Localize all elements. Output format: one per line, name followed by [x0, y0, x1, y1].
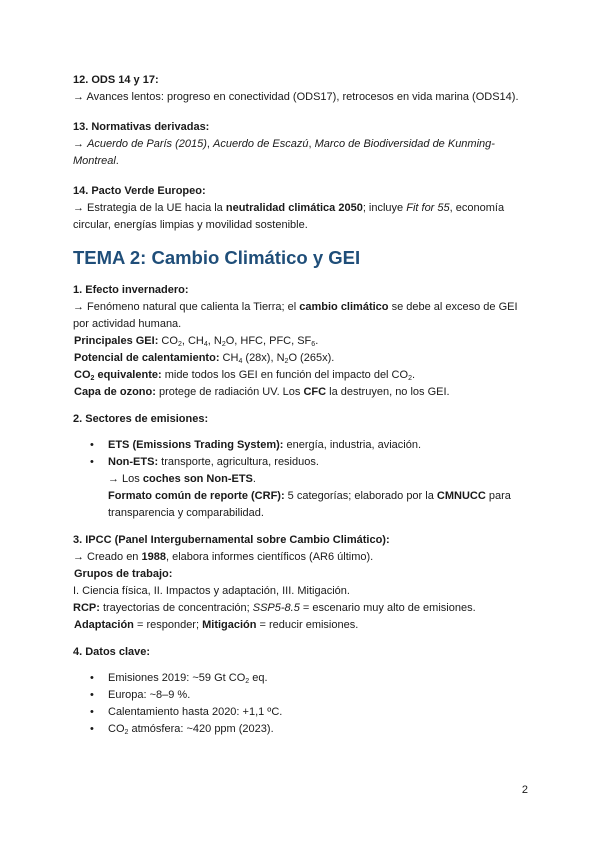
section-12-heading: 12. ODS 14 y 17:: [73, 74, 159, 86]
section-14-text: → Estrategia de la UE hacia la neutralidad climática 2050; incluye Fit for 55, economía circular, energías limpias y movilidad sostenible.: [73, 202, 505, 231]
document-page: [73, 72, 533, 738]
co2-equivalent: $CO_2$ equivalente: mide todos los GEI en función del impacto del $CO_2$.: [74, 369, 416, 382]
cars-note: → Los coches son Non-ETS.: [108, 473, 256, 485]
rcp-text: RCP: trayectorias de concentración; SSP5-8.5 = escenario muy alto de emisiones.: [73, 602, 476, 614]
topic-2-heading: 2. Sectores de emisiones:: [73, 413, 209, 425]
page-number: 2: [521, 784, 528, 796]
key-data-list: [73, 670, 533, 738]
list-item: • Emisiones 2019: ~59 Gt $CO_2$ eq.: [73, 670, 533, 687]
list-item: • Non-ETS: transporte, agricultura, residuos.: [73, 454, 533, 471]
topic-1-intro: → Fenómeno natural que calienta la Tierra; el cambio climático se debe al exceso de GEI por actividad humana.: [73, 301, 518, 330]
ipcc-intro: → Creado en 1988, elabora informes científicos (AR6 último).: [73, 551, 374, 563]
topic-1-heading: 1. Efecto invernadero:: [73, 284, 189, 296]
list-item: • Europa: ~8–9 %.: [73, 687, 533, 704]
emission-sectors-list: [73, 437, 533, 471]
section-14-heading: 14. Pacto Verde Europeo:: [73, 185, 206, 197]
section-13-text: → Acuerdo de París (2015), Acuerdo de Escazú, Marco de Biodiversidad de Kunming-Montreal.: [73, 138, 495, 167]
topic-4-heading: 4. Datos clave:: [73, 646, 151, 658]
list-item: • ETS (Emissions Trading System): energía, industria, aviación.: [73, 437, 533, 454]
ozone-layer: Capa de ozono: protege de radiación UV. Los CFC la destruyen, no los GEI.: [74, 386, 450, 398]
section-12-text: → Avances lentos: progreso en conectividad (ODS17), retrocesos en vida marina (ODS14).: [73, 91, 519, 103]
gei-list: Principales GEI: $CO_2$, $CH_4$, $N_2O$, HFC, PFC, $SF_6$.: [74, 335, 319, 348]
section-13-heading: 13. Normativas derivadas:: [73, 121, 210, 133]
working-groups-text: I. Ciencia física, II. Impactos y adaptación, III. Mitigación.: [73, 585, 350, 597]
chapter-title: TEMA 2: Cambio Climático y GEI: [73, 247, 361, 268]
topic-3-heading: 3. IPCC (Panel Intergubernamental sobre Cambio Climático):: [73, 534, 390, 546]
crf-note: Formato común de reporte (CRF): 5 categorías; elaborado por la CMNUCC para transparencia y comparabilidad.: [108, 490, 511, 519]
list-item: • $CO_2$ atmósfera: ~420 ppm (2023).: [73, 721, 533, 738]
adaptation-mitigation: Adaptación = responder; Mitigación = reducir emisiones.: [74, 619, 359, 631]
working-groups-label: Grupos de trabajo:: [74, 568, 173, 580]
warming-potential: Potencial de calentamiento: $CH_4$ (28x), $N_2O$ (265x).: [74, 352, 335, 365]
list-item: • Calentamiento hasta 2020: +1,1 ºC.: [73, 704, 533, 721]
